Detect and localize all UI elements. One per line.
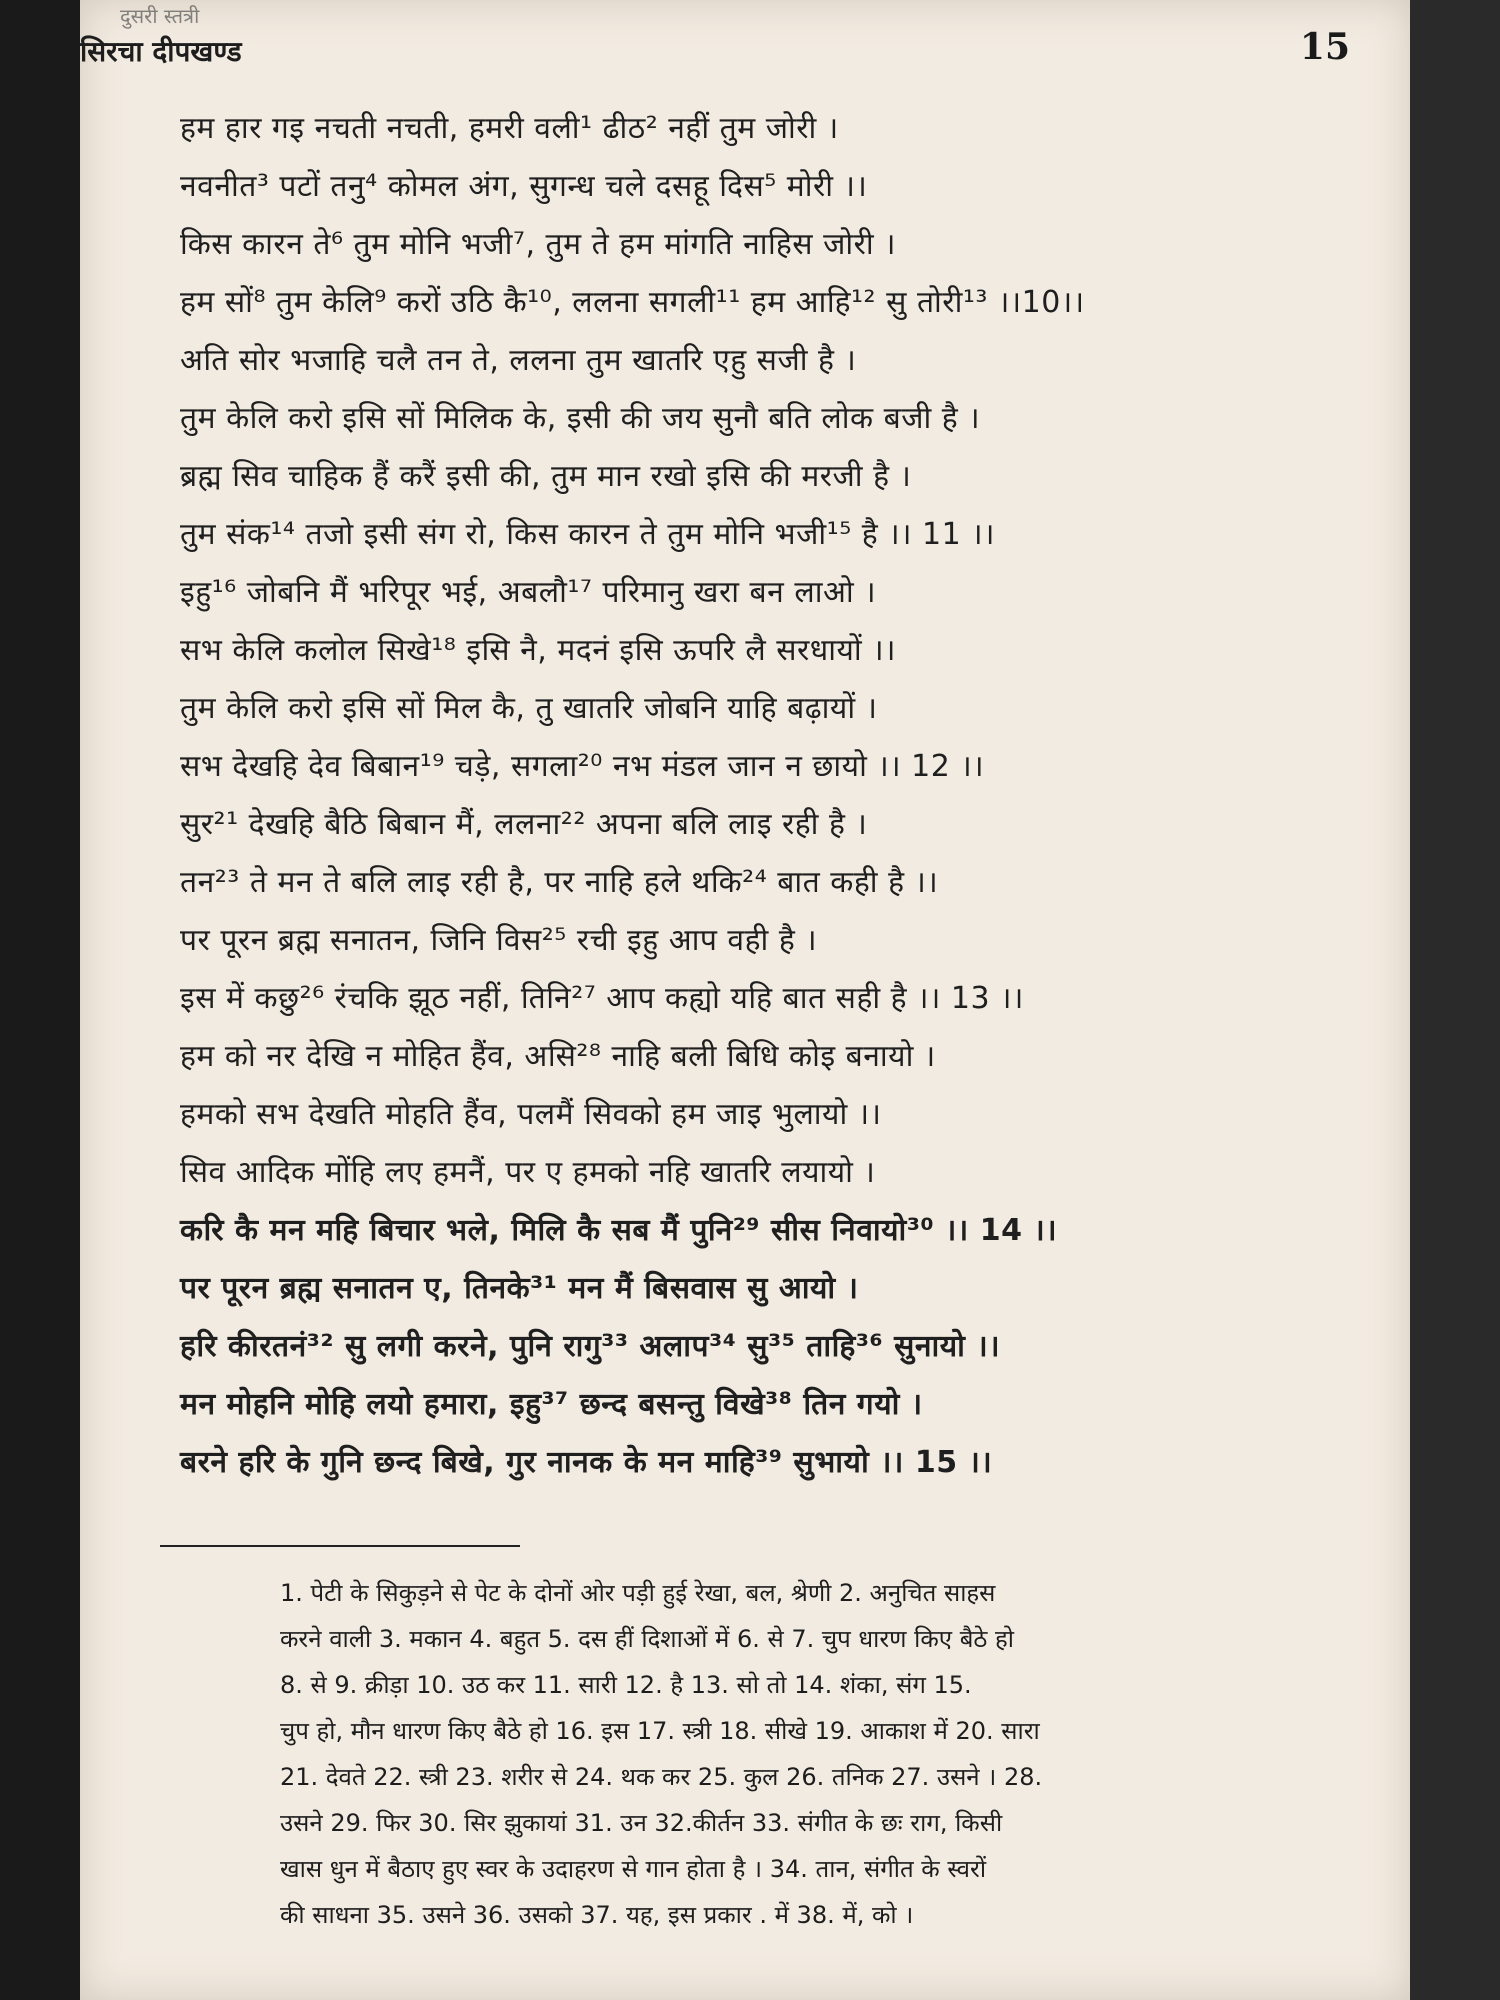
page-edge-shadow	[1410, 0, 1500, 2000]
verse-line: इहु¹⁶ जोबनि मैं भरिपूर भई, अबलौ¹⁷ परिमानु खरा बन लाओ ।	[180, 575, 877, 610]
footnote-line: खास धुन में बैठाए हुए स्वर के उदाहरण से गान होता है । 34. तान, संगीत के स्वरों	[280, 1855, 987, 1883]
verse-line: हम हार गइ नचती नचती, हमरी वली¹ ढीठ² नहीं तुम जोरी ।	[180, 111, 839, 146]
verse-line: तुम केलि करो इसि सों मिल कै, तु खातरि जोबनि याहि बढ़ायों ।	[180, 691, 878, 726]
verse-line: सुर²¹ देखहि बैठि बिबान मैं, ललना²² अपना बलि लाइ रही है ।	[180, 807, 868, 842]
page-number: 15	[1299, 26, 1350, 68]
verse-line: करि कै मन महि बिचार भले, मिलि कै सब मैं पुनि²⁹ सीस निवायो³⁰ ।। 14 ।।	[180, 1213, 1058, 1248]
footnote-line: की साधना 35. उसने 36. उसको 37. यह, इस प्रकार . में 38. में, को ।	[280, 1901, 914, 1929]
verse-block	[180, 100, 1380, 1492]
footnote-line: चुप हो, मौन धारण किए बैठे हो 16. इस 17. स्त्री 18. सीखे 19. आकाश में 20. सारा	[280, 1717, 1040, 1745]
footnote-line: 21. देवते 22. स्त्री 23. शरीर से 24. थक कर 25. कुल 26. तनिक 27. उसने । 28.	[280, 1763, 1043, 1791]
verse-line: पर पूरन ब्रह्म सनातन ए, तिनके³¹ मन मैं बिसवास सु आयो ।	[180, 1271, 859, 1306]
verse-line: हम को नर देखि न मोहित हैंव, असि²⁸ नाहि बली बिधि कोइ बनायो ।	[180, 1039, 936, 1074]
verse-line: तन²³ ते मन ते बलि लाइ रही है, पर नाहि हले थकि²⁴ बात कही है ।।	[180, 865, 939, 900]
running-head: सिरचा दीपखण्ड	[80, 35, 242, 68]
verse-line: हम सों⁸ तुम केलि⁹ करों उठि कै¹⁰, ललना सगली¹¹ हम आहि¹² सु तोरी¹³ ।।10।।	[180, 285, 1085, 320]
verse-line: सभ देखहि देव बिबान¹⁹ चड़े, सगला²⁰ नभ मंडल जान न छायो ।। 12 ।।	[180, 749, 985, 784]
verse-line: तुम केलि करो इसि सों मिलिक के, इसी की जय सुनौ बति लोक बजी है ।	[180, 401, 981, 436]
footnote-line: 1. पेटी के सिकुड़ने से पेट के दोनों ओर पड़ी हुई रेखा, बल, श्रेणी 2. अनुचित साहस	[280, 1579, 996, 1607]
verse-line: ब्रह्म सिव चाहिक हैं करैं इसी की, तुम मान रखो इसि की मरजी है ।	[180, 459, 912, 494]
verse-line: तुम संक¹⁴ तजो इसी संग रो, किस कारन ते तुम मोनि भजी¹⁵ है ।। 11 ।।	[180, 517, 995, 552]
verse-line: अति सोर भजाहि चलै तन ते, ललना तुम खातरि एहु सजी है ।	[180, 343, 857, 378]
faint-header-text: दुसरी स्तत्री	[120, 4, 200, 28]
footnote-line: 8. से 9. क्रीड़ा 10. उठ कर 11. सारी 12. है 13. सो तो 14. शंका, संग 15.	[280, 1671, 972, 1699]
verse-line: पर पूरन ब्रह्म सनातन, जिनि विस²⁵ रची इहु आप वही है ।	[180, 923, 818, 958]
footnote-divider	[160, 1545, 520, 1547]
verse-line: मन मोहनि मोहि लयो हमारा, इहु³⁷ छन्द बसन्तु विखे³⁸ तिन गयो ।	[180, 1387, 923, 1422]
footnotes-block	[280, 1570, 1390, 1938]
book-page	[80, 0, 1410, 2000]
footnote-line: उसने 29. फिर 30. सिर झुकायां 31. उन 32.कीर्तन 33. संगीत के छः राग, किसी	[280, 1809, 1003, 1837]
verse-line: हमको सभ देखति मोहति हैंव, पलमैं सिवको हम जाइ भुलायो ।।	[180, 1097, 882, 1132]
verse-line: सभ केलि कलोल सिखे¹⁸ इसि नै, मदनं इसि ऊपरि लै सरधायों ।।	[180, 633, 896, 668]
verse-line: बरने हरि के गुनि छन्द बिखे, गुर नानक के मन माहि³⁹ सुभायो ।। 15 ।।	[180, 1445, 993, 1480]
page-header	[80, 0, 1410, 80]
verse-line: इस में कछु²⁶ रंचकि झूठ नहीं, तिनि²⁷ आप कह्यो यहि बात सही है ।। 13 ।।	[180, 981, 1024, 1016]
footnote-line: करने वाली 3. मकान 4. बहुत 5. दस हीं दिशाओं में 6. से 7. चुप धारण किए बैठे हो	[280, 1625, 1014, 1653]
verse-line: हरि कीरतनं³² सु लगी करने, पुनि रागु³³ अलाप³⁴ सु³⁵ ताहि³⁶ सुनायो ।।	[180, 1329, 1001, 1364]
verse-line: किस कारन ते⁶ तुम मोनि भजी⁷, तुम ते हम मांगति नाहिस जोरी ।	[180, 227, 897, 262]
verse-line: नवनीत³ पटों तनु⁴ कोमल अंग, सुगन्ध चले दसहू दिस⁵ मोरी ।।	[180, 169, 868, 204]
verse-line: सिव आदिक मोंहि लए हमनैं, पर ए हमको नहि खातरि लयायो ।	[180, 1155, 876, 1190]
